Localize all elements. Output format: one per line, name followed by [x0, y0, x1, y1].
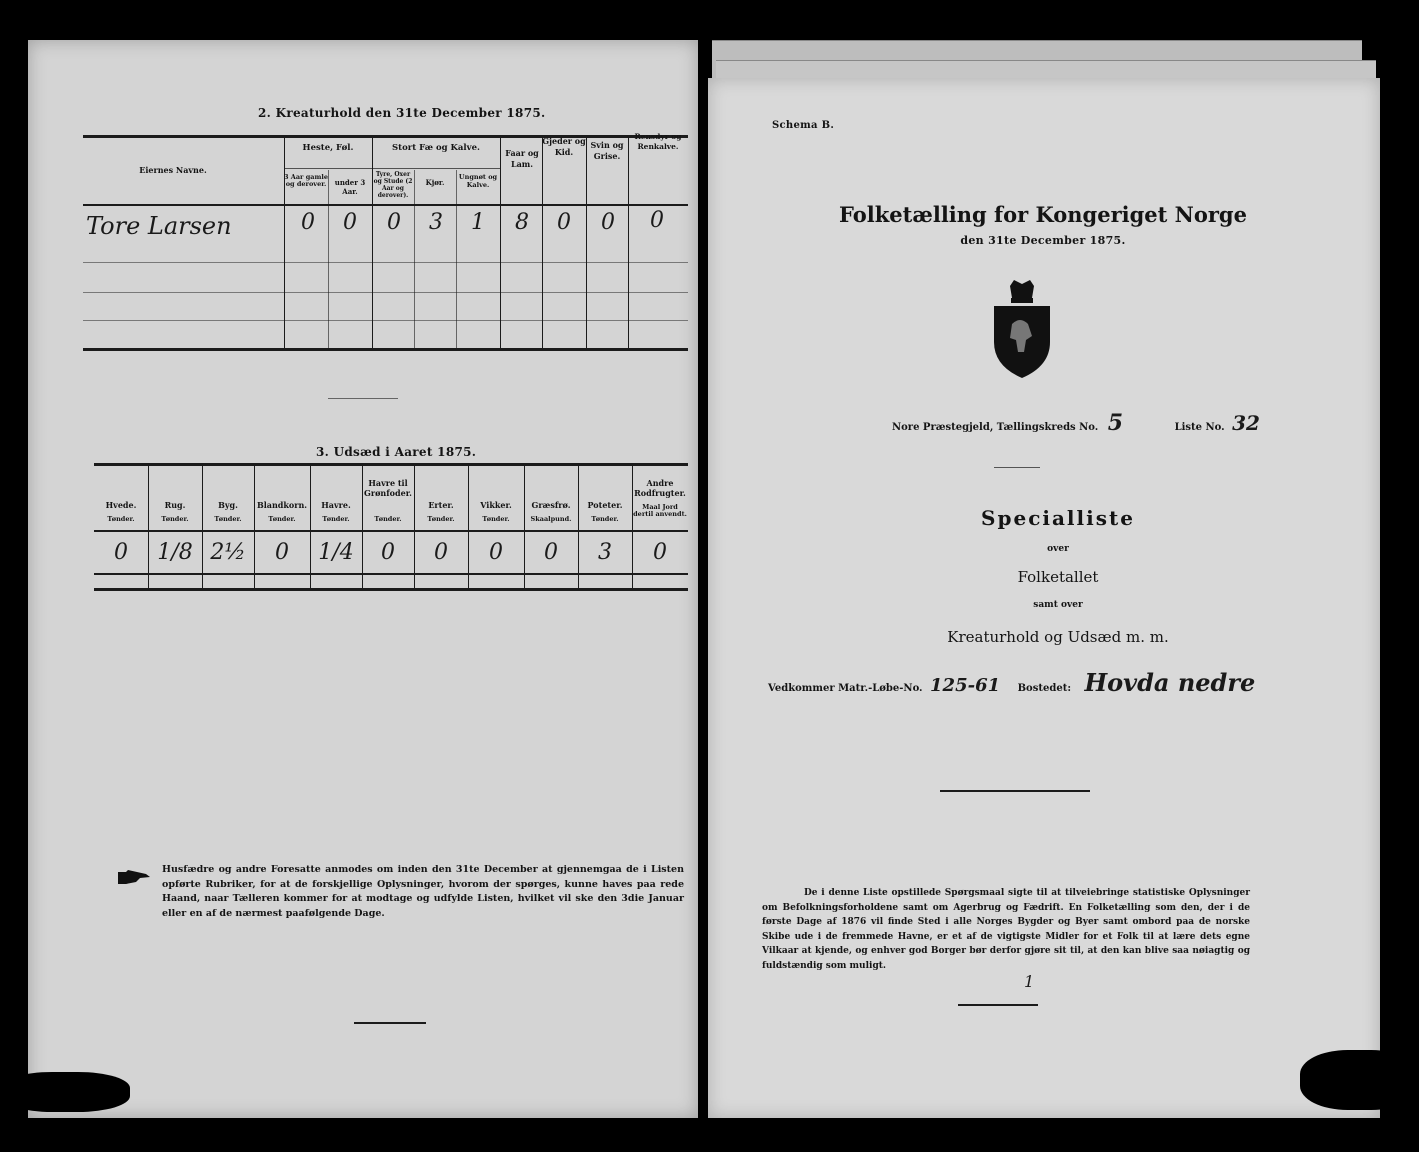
section3-header-unit: Tønder.	[268, 515, 296, 523]
section3-value: 0	[275, 540, 289, 565]
section3-header-unit: Tønder.	[214, 515, 242, 523]
matr-number: 125-61	[930, 675, 1001, 696]
header-gjeder: Gjeder og Kid.	[542, 136, 586, 157]
section3-value: 0	[434, 540, 448, 565]
section3-header-unit: Tønder.	[591, 515, 619, 523]
notice-text: Husfædre og andre Foresatte anmodes om inden den 31te December at gjennemgaa de i Listen opførte Rubriker, for at de forskjellige Oplysninger, hvorom der spørges, kunne haves paa rede Haand, naar Tælleren kommer for at modtage og udfylde Listen, hvilket vil ske den 3die Januar eller en af de nærmest paafølgende Dage.	[162, 864, 684, 919]
section3-header-label: Hvede.	[105, 500, 137, 510]
heste-a-value: 0	[301, 210, 315, 235]
faar-value: 8	[515, 210, 529, 235]
header-rensdyr: Rensdyr og Renkalve.	[634, 132, 682, 151]
section3-header-label: Blandkorn.	[256, 500, 308, 510]
samt-over-label: samt over	[1033, 600, 1083, 610]
column-divider	[632, 464, 633, 588]
section3-value: 1/4	[318, 540, 354, 565]
svin-value: 0	[601, 210, 615, 235]
section3-header-unit: Tønder.	[482, 515, 510, 523]
section3-header-label: Havre.	[321, 500, 351, 510]
section3-header-label: Havre til Grønfoder.	[364, 478, 412, 498]
header-owner-name: Eiernes Navne.	[139, 165, 207, 175]
section3-header-unit: Skaalpund.	[530, 515, 572, 523]
folketallet-heading: Folketallet	[1017, 568, 1099, 586]
header-heste: Heste, Føl.	[302, 143, 354, 153]
section3-header-label: Andre Rodfrugter.	[634, 478, 686, 498]
kreaturhold-heading: Kreaturhold og Udsæd m. m.	[947, 628, 1169, 646]
section3-header-label: Vikker.	[480, 500, 512, 510]
district-line	[892, 410, 1332, 436]
scan-shadow	[0, 1072, 130, 1112]
section3-header-label: Rug.	[164, 500, 186, 510]
fae-a-value: 0	[387, 210, 401, 235]
over-label: over	[1047, 544, 1069, 554]
column-divider	[362, 464, 363, 588]
liste-number: 32	[1232, 411, 1260, 435]
column-divider	[254, 464, 255, 588]
section3-value: 0	[653, 540, 667, 565]
header-fae-b: Kjør.	[425, 178, 445, 187]
gjeder-value: 0	[557, 210, 571, 235]
column-divider	[202, 464, 203, 588]
heste-b-value: 0	[343, 210, 357, 235]
coat-of-arms-icon	[990, 280, 1054, 384]
column-divider	[578, 464, 579, 588]
rensdyr-value: 0	[650, 208, 664, 233]
pointing-hand-icon	[116, 868, 152, 892]
section3-header-unit: Tønder.	[161, 515, 189, 523]
column-divider	[148, 464, 149, 588]
section3-value: 2½	[210, 540, 246, 565]
page-mark: 1	[1024, 972, 1035, 991]
specialliste-heading: Specialliste	[981, 506, 1135, 530]
schema-label: Schema B.	[772, 120, 835, 131]
left-page	[28, 40, 698, 1118]
section3-header-label: Byg.	[218, 500, 238, 510]
right-page	[708, 78, 1380, 1118]
column-divider	[414, 464, 415, 588]
bosted-label: Bostedet:	[1017, 683, 1072, 694]
liste-label: Liste No.	[1174, 422, 1225, 433]
section3-header-label: Poteter.	[587, 500, 623, 510]
section3-value: 0	[381, 540, 395, 565]
header-fae-a: Tyre, Oxer og Stude (2 Aar og derover).	[373, 171, 413, 199]
matrikkel-line	[768, 668, 1368, 697]
section3-header-label: Erter.	[428, 500, 454, 510]
main-subtitle: den 31te December 1875.	[960, 234, 1126, 247]
scan-shadow	[1300, 1050, 1419, 1110]
section3-value: 0	[489, 540, 503, 565]
bosted-value: Hovda nedre	[1084, 668, 1256, 697]
main-title: Folketælling for Kongeriget Norge	[839, 202, 1247, 227]
section3-header-unit: Tønder.	[107, 515, 135, 523]
section2-title: 2. Kreaturhold den 31te December 1875.	[258, 106, 546, 120]
header-svin: Svin og Grise.	[590, 140, 624, 161]
kreds-number: 5	[1107, 410, 1124, 436]
matr-label: Vedkommer Matr.-Løbe-No.	[768, 683, 923, 694]
section3-header-unit: Tønder.	[322, 515, 350, 523]
column-divider	[310, 464, 311, 588]
section3-header-unit: Maal Jord dertil anvendt.	[633, 503, 687, 518]
header-faar: Faar og Lam.	[505, 148, 539, 169]
section3-title: 3. Udsæd i Aaret 1875.	[316, 445, 477, 459]
section3-value: 3	[598, 540, 612, 565]
section3-value: 0	[114, 540, 128, 565]
header-heste-b: under 3 Aar.	[334, 178, 366, 196]
footer-explanation: De i denne Liste opstillede Spørgsmaal sigte til at tilveiebringe statistiske Oplysninger om Befolkningsforholdene samt om Agerbrug og Fædrift. En Folketælling som den, der i de første Dage af 1876 vil finde Sted i alle Norges Bygder og Byer samt ombord paa de norske Skibe ude i de fremmede Havne, er et af de vigtigste Midler for et Folk til at lære dets egne Vilkaar at kjende, og enhver god Borger bør derfor gjøre sit til, at den kan blive saa nøiagtig og fuldstændig som muligt.	[762, 888, 1250, 971]
header-stort-fae: Stort Fæ og Kalve.	[392, 143, 480, 153]
fae-b-value: 3	[429, 210, 443, 235]
section3-header-label: Græsfrø.	[531, 500, 571, 510]
section3-header-unit: Tønder.	[374, 515, 402, 523]
section3-value: 0	[544, 540, 558, 565]
fae-c-value: 1	[471, 210, 485, 235]
prestegjeld-label: Nore Præstegjeld, Tællingskreds No.	[892, 422, 1099, 433]
section3-value: 1/8	[157, 540, 193, 565]
column-divider	[468, 464, 469, 588]
header-fae-c: Ungnøt og Kalve.	[458, 173, 498, 189]
owner-name: Tore Larsen	[86, 212, 232, 240]
column-divider	[524, 464, 525, 588]
header-heste-a: 3 Aar gamle og derover.	[284, 173, 328, 188]
section3-header-unit: Tønder.	[427, 515, 455, 523]
